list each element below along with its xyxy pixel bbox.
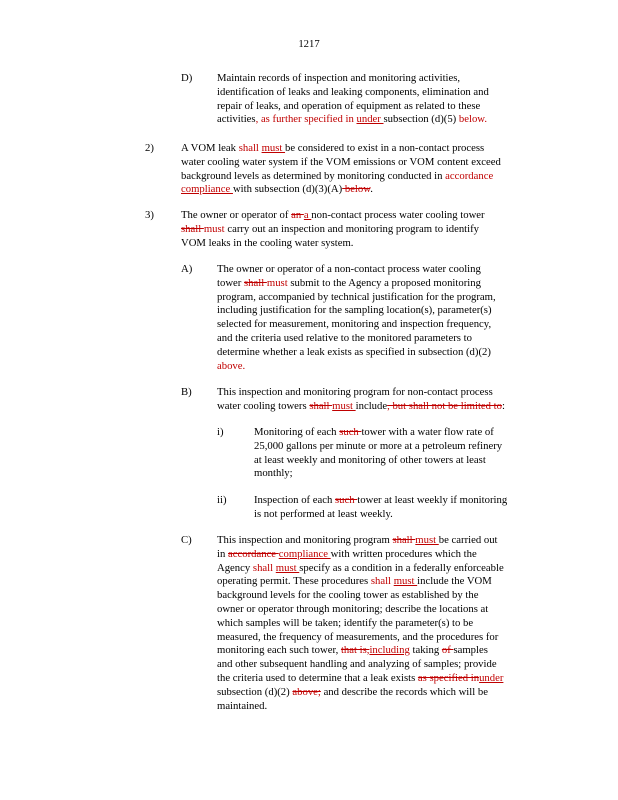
inserted-text: must [393, 575, 418, 588]
item-label: 2) [145, 142, 154, 154]
text-line [217, 658, 504, 672]
inserted-text: shall [238, 142, 262, 154]
text-run: A VOM leak [181, 142, 239, 154]
inserted-text: accordance [445, 169, 494, 182]
text-run: tower at least weekly if monitoring [357, 494, 508, 506]
inserted-text: must [203, 222, 225, 235]
item-text [217, 263, 496, 373]
text-run: 25,000 gallons per minute or more at a petroleum refinery [254, 439, 503, 452]
text-run: include [355, 399, 388, 412]
inserted-text: below. [458, 113, 488, 126]
inserted-text: above. [217, 359, 246, 372]
text-run: taking [409, 644, 442, 657]
text-run: is not performed at least weekly. [254, 507, 393, 520]
text-line [217, 100, 489, 114]
text-run: activities [217, 113, 256, 126]
text-line [217, 686, 504, 700]
deleted-text: shall [392, 534, 416, 546]
text-line [254, 494, 507, 508]
inserted-text: must [332, 399, 356, 412]
text-run: water cooling towers [217, 399, 310, 412]
text-run: and describe the records which will be [320, 685, 488, 698]
deleted-text: , but shall not be limited to [387, 399, 502, 412]
item-text [217, 386, 505, 414]
text-line [181, 209, 485, 223]
text-run: measured, the frequency of measurements, and the procedures for [217, 630, 499, 643]
text-line [217, 277, 496, 291]
text-run: the criteria used to determine that a leak exists [217, 671, 418, 684]
text-run: specify as a condition in a federally enforceable [299, 561, 504, 574]
text-run: include the VOM [417, 575, 492, 588]
text-run: . [370, 183, 373, 196]
text-line [217, 617, 504, 631]
text-line [217, 534, 504, 548]
inserted-text: a [303, 209, 312, 221]
inserted-text: , as further specified in [255, 113, 357, 126]
text-line [254, 467, 502, 481]
text-line [217, 700, 504, 714]
text-line [254, 426, 502, 440]
text-line [217, 603, 504, 617]
item-text [181, 142, 501, 197]
text-run: monthly; [254, 467, 293, 480]
deleted-text: shall [309, 399, 333, 412]
text-line [181, 183, 501, 197]
deleted-text: as specified in [417, 671, 480, 684]
text-run: determine whether a leak exists as specified in subsection (d)(2) [217, 345, 491, 358]
text-line [217, 263, 496, 277]
inserted-text: under [479, 671, 504, 684]
text-line [217, 386, 505, 400]
text-run: Maintain records of inspection and monitoring activities, [217, 72, 461, 84]
inserted-text: must [275, 561, 300, 574]
text-run: identification of leaks and leaking components, elimination and [217, 85, 489, 98]
item-text [217, 534, 504, 713]
text-run: tower with a water flow rate of [361, 426, 494, 438]
deleted-text: accordance [228, 547, 279, 560]
text-run: with subsection (d)(3)(A) [232, 183, 343, 196]
text-run: carry out an inspection and monitoring program to identify [224, 222, 480, 235]
deleted-text: shall [244, 276, 267, 289]
text-run: subsection (d)(2) [217, 685, 293, 698]
text-run: The owner or operator of a non-contact process water cooling [217, 263, 481, 275]
inserted-text: shall [370, 575, 394, 588]
text-run: subsection (d)(5) [383, 113, 459, 126]
text-line [217, 631, 504, 645]
inserted-text: must [266, 276, 288, 289]
text-run: background levels as determined by monitoring conducted in [181, 169, 446, 182]
text-line [181, 142, 501, 156]
text-run: VOM leaks in the cooling water system. [181, 236, 354, 249]
item-text [181, 209, 485, 250]
text-run: owner or operator through monitoring; describe the locations at [217, 602, 489, 615]
text-line [217, 86, 489, 100]
text-run: and other subsequent handling and analyzing of samples; provide [217, 658, 497, 671]
deleted-text: above; [292, 685, 321, 698]
inserted-text: compliance [278, 547, 331, 560]
deleted-text: of [441, 644, 454, 657]
text-line [254, 440, 502, 454]
text-run: repair of leaks, and operation of equipment as related to these [217, 99, 481, 112]
deleted-text: shall [181, 222, 204, 235]
item-text [254, 494, 507, 522]
item-label: C) [181, 534, 192, 546]
text-run: Inspection of each [254, 494, 336, 506]
deleted-text: such [335, 494, 358, 506]
item-label: A) [181, 263, 193, 275]
text-run: be considered to exist in a non-contact process [285, 142, 485, 154]
inserted-text: under [356, 113, 384, 126]
text-line [217, 548, 504, 562]
text-line [181, 237, 485, 251]
text-run: tower [217, 276, 245, 289]
text-run: samples [453, 644, 488, 657]
text-line [217, 575, 504, 589]
item-label: B) [181, 386, 192, 398]
text-run: program, accompanied by technical justification for the program, [217, 290, 496, 303]
text-line [181, 170, 501, 184]
text-run: operating permit. These procedures [217, 575, 371, 588]
inserted-text: must [261, 142, 286, 154]
text-run: This inspection and monitoring program for non-contact process [217, 386, 493, 398]
text-run: be carried out [438, 534, 498, 546]
text-line [217, 332, 496, 346]
text-line [217, 644, 504, 658]
inserted-text: shall [252, 561, 276, 574]
text-run: Monitoring of each [254, 426, 340, 438]
text-run: : [502, 399, 505, 412]
text-line [217, 72, 489, 86]
text-line [217, 113, 489, 127]
text-run: monitoring each such tower, [217, 644, 341, 657]
deleted-text: below [342, 183, 371, 196]
text-line [181, 223, 485, 237]
deleted-text: that is, [340, 644, 370, 657]
text-run: and the criteria used relative to the monitored parameters to [217, 331, 472, 344]
item-label: D) [181, 72, 193, 84]
text-run: The owner or operator of [181, 209, 292, 221]
text-line [254, 508, 507, 522]
inserted-text: must [415, 534, 439, 546]
deleted-text: such [339, 426, 362, 438]
text-line [254, 454, 502, 468]
text-line [217, 346, 496, 360]
item-text [217, 72, 489, 127]
text-line [217, 400, 505, 414]
text-run: This inspection and monitoring program [217, 534, 393, 546]
item-text [254, 426, 502, 481]
deleted-text: an [291, 209, 304, 221]
text-line [217, 672, 504, 686]
text-line [217, 318, 496, 332]
text-run: including justification for the sampling location(s), parameter(s) [217, 304, 492, 317]
text-run: with written procedures which the [330, 547, 477, 560]
text-run: at least weekly and monitoring of other towers at least [254, 453, 486, 466]
text-run: selected for measurement, monitoring and inspection frequency, [217, 318, 492, 331]
text-run: which samples will be taken; identify the parameter(s) to be [217, 616, 474, 629]
text-run: background levels for the cooling tower as established by the [217, 589, 479, 602]
text-run: water cooling water system if the VOM emissions or VOM content exceed [181, 155, 501, 168]
page-number: 1217 [298, 38, 320, 50]
text-run: Agency [217, 561, 253, 574]
text-line [181, 156, 501, 170]
text-run: in [217, 547, 228, 560]
text-run: non-contact process water cooling tower [311, 209, 485, 221]
item-label: i) [217, 426, 224, 438]
item-label: 3) [145, 209, 154, 221]
text-line [217, 589, 504, 603]
text-line [217, 304, 496, 318]
item-label: ii) [217, 494, 227, 506]
inserted-text: compliance [181, 183, 233, 196]
text-line [217, 562, 504, 576]
inserted-text: including [369, 644, 410, 657]
text-line [217, 291, 496, 305]
text-run: maintained. [217, 699, 268, 712]
text-run: submit to the Agency a proposed monitoring [287, 276, 481, 289]
text-line [217, 360, 496, 374]
